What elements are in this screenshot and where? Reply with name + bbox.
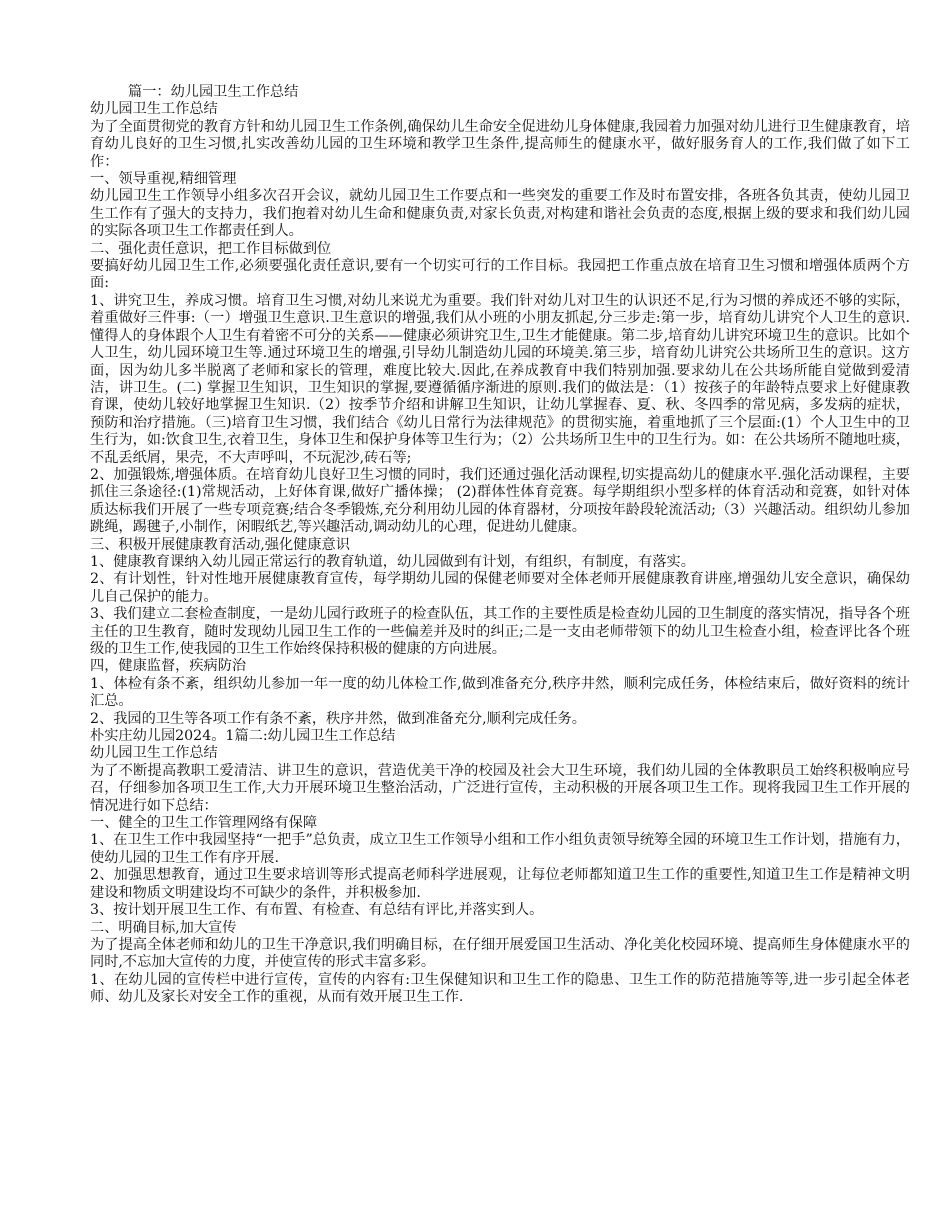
section-heading-3: 三、积极开展健康教育活动,强化健康意识: [90, 536, 350, 553]
section-heading-4: 四，健康监督，疾病防治: [90, 658, 247, 675]
article-two-intro: 为了不断提高教职工爱清洁、讲卫生的意识，营造优美干净的校园及社会大卫生环境，我们幼儿园的全体教职员工始终积极响应号召，仔细参加各项卫生工作,大力开展环境卫生整治活动，广泛进行宣传，主动积极的开展各项卫生工作。现将我园卫生工作开展的情况进行如下总结：: [90, 762, 910, 814]
article-one-heading: 篇一：幼儿园卫生工作总结: [128, 84, 299, 100]
article-two-item-3: 3、按计划开展卫生工作、有布置、有检查、有总结有评比,并落实到人。: [90, 902, 544, 919]
signature-and-article-two-heading: 朴实庄幼儿园2024。1篇二:幼儿园卫生工作总结: [90, 728, 396, 745]
section-heading-2: 二、强化责任意识，把工作目标做到位: [90, 240, 332, 257]
section-heading-1: 一、领导重视,精细管理: [90, 171, 237, 188]
article-two-heading-2: 二、明确目标,加大宣传: [90, 919, 237, 936]
section-4-item-1: 1、体检有条不紊，组织幼儿参加一年一度的幼儿体检工作,做到准备充分,秩序井然，顺利完成任务，体检结束后，做好资料的统计汇总。: [90, 675, 910, 710]
section-1-paragraph: 幼儿园卫生工作领导小组多次召开会议，就幼儿园卫生工作要点和一些突发的重要工作及时布置安排，各班各负其责，使幼儿园卫生工作有了强大的支持力，我们抱着对幼儿生命和健康负责,对家长负责,对构建和谐社会负责的态度,根据上级的要求和我们幼儿园的实际各项卫生工作都责任到人。: [90, 188, 910, 240]
section-3-item-2: 2、有计划性，针对性地开展健康教育宣传，每学期幼儿园的保健老师要对全体老师开展健康教育讲座,增强幼儿安全意识，确保幼儿自己保护的能力。: [90, 571, 910, 605]
section-4-item-2: 2、我园的卫生等各项工作有条不紊，秩序井然，做到准备充分,顺利完成任务。: [90, 710, 586, 727]
intro-paragraph: 为了全面贯彻党的教育方针和幼儿园卫生工作条例,确保幼儿生命安全促进幼儿身体健康,我园着力加强对幼儿进行卫生健康教育，培育幼儿良好的卫生习惯,扎实改善幼儿园的卫生环境和教学卫生条件,提高师生的健康水平，做好服务育人的工作,我们做了如下工作：: [90, 118, 910, 170]
section-2-item-1: 1、讲究卫生，养成习惯。培育卫生习惯,对幼儿来说尤为重要。我们针对幼儿对卫生的认识还不足,行为习惯的养成还不够的实际，着重做好三件事:（一）增强卫生意识.卫生意识的增强,我们从小班的小朋友抓起,分三步走:第一步，培育幼儿讲究个人卫生的意识.懂得人的身体跟个人卫生有着密不可分的关系——健康必须讲究卫生,卫生才能健康。第二步,培育幼儿讲究环境卫生的意识。比如个人卫生，幼儿园环境卫生等.通过环境卫生的增强,引导幼儿制造幼儿园的环境美.第三步，培育幼儿讲究公共场所卫生的意识。这方面，因为幼儿多半脱离了老师和家长的管理，难度比较大.因此,在养成教育中我们特别加强.要求幼儿在公共场所能自觉做到爱清洁，讲卫生。(二) 掌握卫生知识，卫生知识的掌握,要遵循循序渐进的原则.我们的做法是：（1）按孩子的年龄特点要求上好健康教育课，使幼儿较好地掌握卫生知识.（2）按季节介绍和讲解卫生知识，让幼儿掌握春、夏、秋、冬四季的常见病，多发病的症状，预防和治疗措施。（三)培育卫生习惯，我们结合《幼儿日常行为法律规范》的贯彻实施，着重地抓了三个层面:(1）个人卫生中的卫生行为，如:饮食卫生,衣着卫生，身体卫生和保护身体等卫生行为；（2）公共场所卫生中的卫生行为。如：在公共场所不随地吐痰，不乱丢纸屑，果壳，不大声呼叫，不玩泥沙,砖石等;: [90, 292, 910, 466]
article-one-title: 幼儿园卫生工作总结: [90, 101, 218, 118]
section-3-item-1: 1、健康教育课纳入幼儿园正常运行的教育轨道，幼儿园做到有计划，有组织，有制度，有落实。: [90, 553, 695, 570]
article-two-title: 幼儿园卫生工作总结: [90, 745, 218, 762]
section-2-item-2: 2、加强锻炼,增强体质。在培育幼儿良好卫生习惯的同时，我们还通过强化活动课程,切实提高幼儿的健康水平.强化活动课程，主要抓住三条途径:(1)常规活动，上好体育课,做好广播体操； (2)群体性体育竞赛。每学期组织小型多样的体育活动和竞赛，如针对体质达标我们开展了一些专项竞赛;结合冬季锻炼,充分利用幼儿园的体育器材，分项按年龄段轮流活动;（3）兴趣活动。组织幼儿参加跳绳，踢毽子,小制作，闲暇纸艺,等兴趣活动,调动幼儿的心理，促进幼儿健康。: [90, 466, 910, 536]
article-two-item-1: 1、在卫生工作中我园坚持“一把手”总负责，成立卫生工作领导小组和工作小组负责领导统筹全园的环境卫生工作计划，措施有力，使幼儿园的卫生工作有序开展.: [90, 832, 910, 866]
article-two-item-2: 2、加强思想教育，通过卫生要求培训等形式提高老师科学进展观，让每位老师都知道卫生工作的重要性,知道卫生工作是精神文明建设和物质文明建设均不可缺少的条件，并积极参加.: [90, 867, 910, 901]
section-3-item-3: 3、我们建立二套检查制度，一是幼儿园行政班子的检查队伍，其工作的主要性质是检查幼儿园的卫生制度的落实情况，指导各个班主任的卫生教育，随时发现幼儿园卫生工作的一些偏差并及时的纠正;二是一支由老师带领下的幼儿卫生检查小组，检查评比各个班级的卫生工作,使我园的卫生工作始终保持积极的健康的方向进展。: [90, 606, 910, 657]
section-2-intro: 要搞好幼儿园卫生工作,必须要强化责任意识,要有一个切实可行的工作目标。我园把工作重点放在培育卫生习惯和增强体质两个方面:: [90, 258, 910, 292]
article-two-heading-2-item-1: 1、在幼儿园的宣传栏中进行宣传，宣传的内容有:卫生保健知识和卫生工作的隐患、卫生工作的防范措施等等,进一步引起全体老师、幼儿及家长对安全工作的重视，从而有效开展卫生工作.: [90, 971, 910, 1006]
article-two-heading-2-paragraph: 为了提高全体老师和幼儿的卫生干净意识,我们明确目标，在仔细开展爱国卫生活动、净化美化校园环境、提高师生身体健康水平的同时,不忘加大宣传的力度，并使宣传的形式丰富多彩。: [90, 936, 910, 971]
article-two-heading-1: 一、健全的卫生工作管理网络有保障: [90, 815, 318, 832]
